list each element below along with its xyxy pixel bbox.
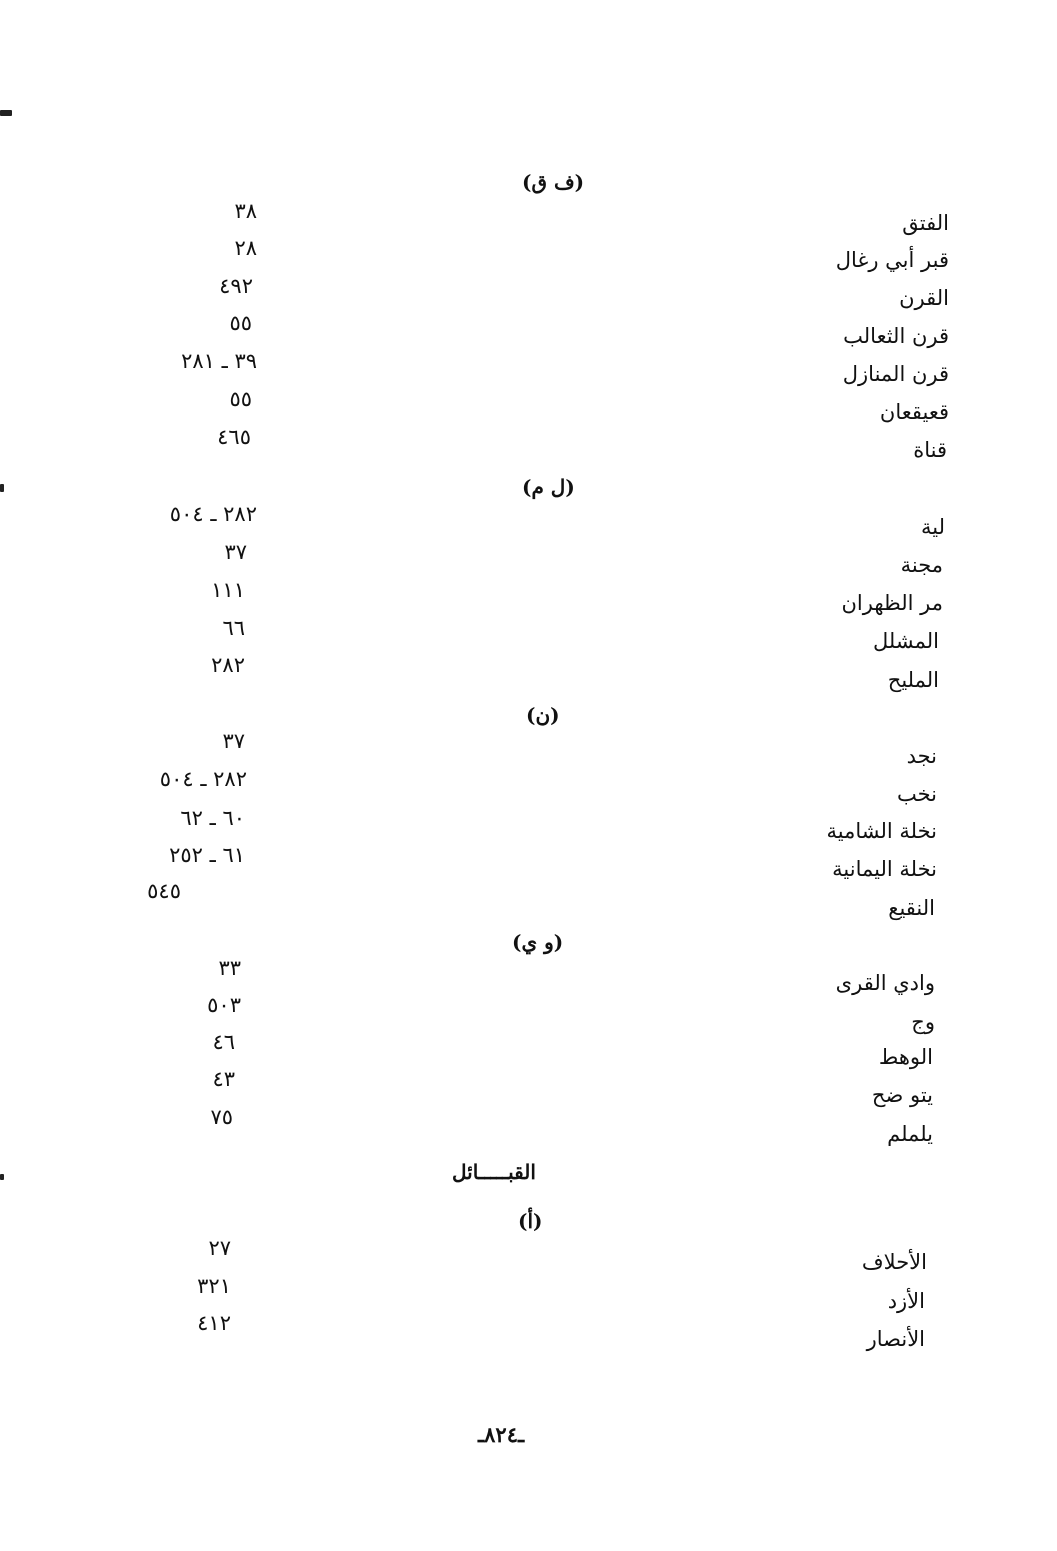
index-entry-name: نخب (896, 782, 937, 806)
index-entry-pages: ٣٣ (218, 956, 241, 980)
index-entry-name: نجد (906, 744, 937, 768)
index-entry-name: الأزد (887, 1289, 925, 1313)
index-entry-pages: ٧٥ (210, 1105, 233, 1129)
index-entry-pages: ٤٩٢ (219, 274, 253, 298)
section-heading: (ف ق) (522, 170, 585, 194)
index-entry-name: النقيع (888, 896, 935, 920)
index-entry-name: وادي القرى (835, 971, 935, 995)
index-entry-pages: ٦٦ (222, 616, 245, 640)
index-entry-pages: ٣٨ (234, 199, 257, 223)
scan-mark (0, 1174, 4, 1180)
scan-mark (0, 484, 4, 492)
index-entry-pages: ٢٨٢ ـ ٥٠٤ (159, 767, 247, 791)
index-entry-pages: ٣٩ ـ ٢٨١ (181, 349, 257, 373)
index-entry-pages: ٦١ ـ ٢٥٢ (169, 843, 245, 867)
index-entry-name: قرن الثعالب (843, 324, 949, 348)
index-entry-pages: ٢٨٢ ـ ٥٠٤ (169, 502, 257, 526)
index-entry-name: قبر أبي رغال (835, 248, 949, 272)
index-entry-pages: ١١١ (211, 578, 245, 602)
section-heading: (و ي) (512, 930, 564, 954)
index-entry-name: الأحلاف (861, 1250, 927, 1274)
section-heading: (ن) (526, 703, 560, 727)
index-entry-pages: ٣٧ (222, 729, 245, 753)
index-entry-name: قرن المنازل (842, 362, 949, 386)
index-entry-name: مجنة (900, 553, 943, 577)
scan-mark (0, 110, 12, 116)
index-entry-pages: ٢٨٢ (211, 653, 245, 677)
index-entry-name: يتو ضح (871, 1083, 933, 1107)
index-entry-pages: ٣٢١ (197, 1274, 231, 1298)
index-entry-name: وج (911, 1010, 935, 1034)
index-entry-pages: ٥٠٣ (207, 993, 241, 1017)
section-heading: (أ) (518, 1209, 543, 1233)
index-entry-name: نخلة اليمانية (832, 857, 937, 881)
index-entry-pages: ٤٦٥ (217, 425, 251, 449)
index-entry-name: نخلة الشامية (826, 819, 937, 843)
index-entry-pages: ٤٣ (212, 1067, 235, 1091)
index-entry-pages: ٥٥ (229, 311, 252, 335)
index-entry-name: الوهط (878, 1045, 933, 1069)
index-entry-name: القرن (899, 286, 949, 310)
index-entry-pages: ٤١٢ (197, 1311, 231, 1335)
index-entry-pages: ٣٧ (224, 540, 247, 564)
index-entry-name: المليح (887, 668, 939, 692)
page-number: ـ٨٢٤ـ (478, 1422, 525, 1447)
index-entry-name: قعيقعان (879, 400, 949, 424)
index-entry-name: المشلل (873, 629, 939, 653)
index-entry-pages: ٥٥ (229, 387, 252, 411)
index-entry-name: الفتق (902, 211, 949, 235)
tribes-title: القبـــــائل (452, 1160, 536, 1184)
index-entry-name: يلملم (887, 1122, 933, 1146)
index-entry-pages: ٤٦ (212, 1030, 235, 1054)
index-entry-name: قناة (913, 438, 947, 462)
index-entry-name: الأنصار (866, 1327, 925, 1351)
index-entry-pages: ٦٠ ـ ٦٢ (180, 806, 245, 830)
index-entry-name: لية (921, 515, 945, 539)
index-entry-pages: ٢٨ (234, 236, 257, 260)
index-entry-name: مر الظهران (841, 591, 943, 615)
index-entry-pages: ٢٧ (208, 1236, 231, 1260)
section-heading: (ل م) (522, 475, 575, 499)
index-entry-pages: ٥٤٥ (147, 879, 181, 903)
